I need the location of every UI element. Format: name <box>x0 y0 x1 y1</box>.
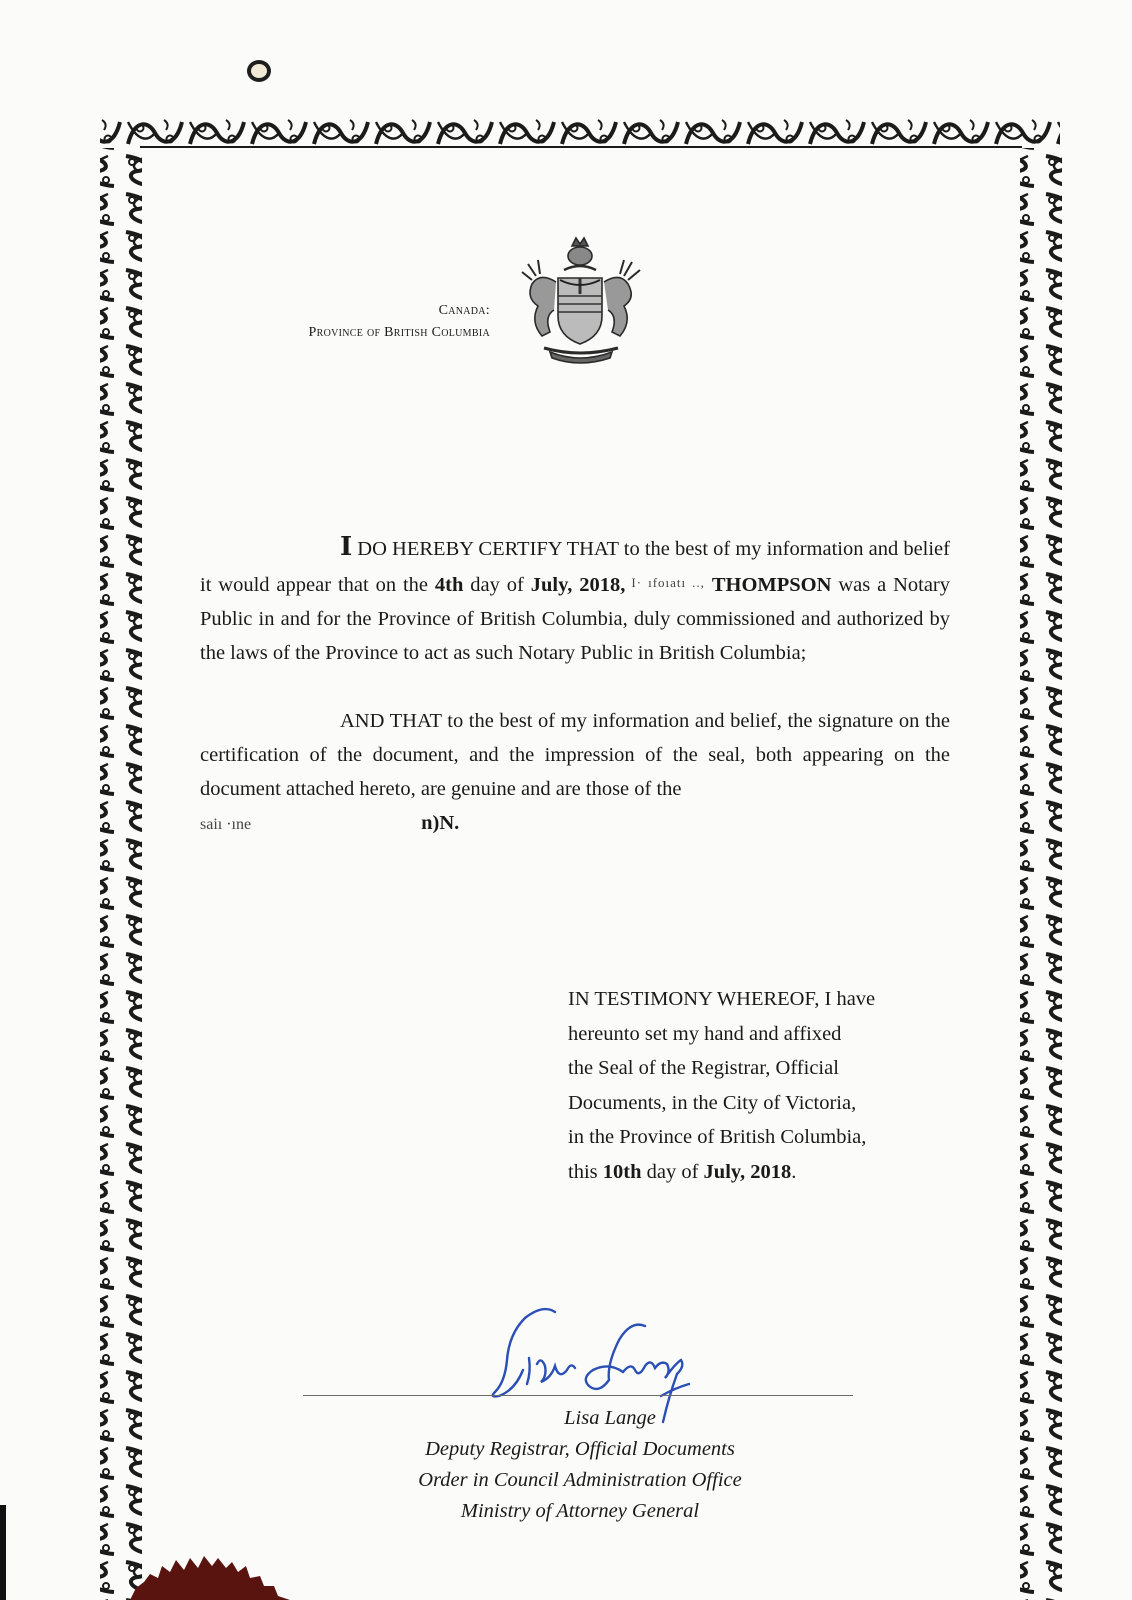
testimony-day-suffix: day of <box>641 1160 704 1183</box>
para1-date: July, 2018, <box>530 574 626 596</box>
para2-end-b: n)N. <box>421 812 460 834</box>
para1-day-suffix: day of <box>463 574 531 596</box>
para2-text: AND THAT to the best of my information and belief, the signature on the certification of the document, and the impression of the seal, both appearing on the document attached hereto, are genuine and are those of the <box>200 710 950 800</box>
signatory-title: Deputy Registrar, Official Documents <box>425 1438 735 1460</box>
certification-paragraph <box>200 530 950 670</box>
dropcap: I <box>340 532 353 562</box>
signature-line <box>303 1395 853 1396</box>
province-label: Province of British Columbia <box>308 325 490 340</box>
red-seal-icon <box>130 1548 290 1600</box>
country-label: Canada: <box>438 303 490 318</box>
testimony-day: 10th <box>602 1160 642 1183</box>
para1-garbled-sup: atı <box>670 575 687 590</box>
para1-day: 4th <box>434 574 464 596</box>
signatory-office: Order in Council Administration Office <box>418 1469 742 1491</box>
jurisdiction-header <box>200 300 490 344</box>
para1-lead: DO HEREBY CERTIFY THAT to the best of my information and belief it would appear that on the <box>200 538 950 596</box>
testimony-line: IN TESTIMONY WHEREOF, I have <box>568 988 876 1010</box>
notary-surname: THOMPSON <box>711 574 832 596</box>
testimony-date-prefix: this <box>568 1160 603 1183</box>
testimony-line: in the Province of British Columbia, <box>568 1126 867 1148</box>
testimony-block <box>568 982 948 1189</box>
para2-end-a: saiı ·ıne <box>200 816 252 833</box>
para1-garbled: I· ıfoı <box>625 575 671 590</box>
scan-edge-mark <box>0 1505 6 1600</box>
certificate-body <box>200 530 950 876</box>
genuineness-paragraph <box>200 704 950 842</box>
testimony-period: . <box>791 1160 797 1183</box>
signatory-name: Lisa Lange <box>564 1407 656 1429</box>
testimony-date: July, 2018 <box>703 1160 792 1183</box>
signatory-block <box>300 1403 860 1527</box>
punch-hole <box>247 60 271 82</box>
coat-of-arms-icon <box>520 236 642 368</box>
para1-rest: was a Notary Public in and for the Province of British Columbia, duly commissioned and authorized by the laws of the Province to act as such Notary Public in British Columbia; <box>200 574 951 664</box>
testimony-line: the Seal of the Registrar, Official <box>568 1057 839 1079</box>
signatory-ministry: Ministry of Attorney General <box>460 1500 700 1522</box>
testimony-date-line <box>568 1155 948 1190</box>
testimony-line: Documents, in the City of Victoria, <box>568 1091 857 1114</box>
testimony-line: hereunto set my hand and affixed <box>568 1022 842 1045</box>
para1-garbled-tail: .., <box>686 575 705 590</box>
